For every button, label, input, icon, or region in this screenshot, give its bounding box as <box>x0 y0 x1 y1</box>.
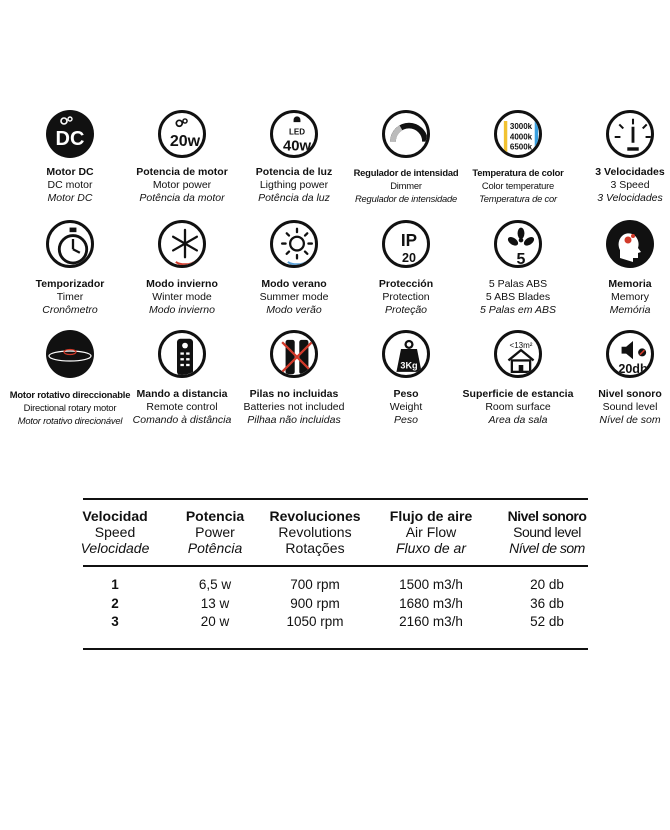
dc-badge: DC <box>55 128 85 150</box>
feature-label-pt: Proteção <box>384 304 428 316</box>
feature-label-en: Color temperature <box>481 180 555 191</box>
feature-label-en: Protection <box>382 291 430 303</box>
header-es: Nivel sonoro <box>507 508 587 524</box>
snowflake-icon <box>158 220 206 268</box>
feature-label-en: Room surface <box>485 401 551 413</box>
room-badge: <13m² <box>509 340 533 350</box>
feature-label-pt: Nível de som <box>599 414 661 426</box>
cell-airflow: 1680 m3/h <box>399 596 463 611</box>
weight-icon <box>382 330 430 378</box>
cell-revolutions: 1050 rpm <box>286 614 344 629</box>
feature-label-es: Motor rotativo direccionable <box>9 389 131 400</box>
dc-motor-icon <box>46 110 94 158</box>
svg-text:6500k: 6500k <box>509 142 533 152</box>
table-bottom-rule <box>83 648 588 650</box>
color-temperature-icon <box>494 110 542 158</box>
feature-label-es: Nivel sonoro <box>598 388 662 400</box>
feature-label-pt: Temperatura de cor <box>479 193 557 204</box>
stopwatch-icon <box>46 220 94 268</box>
cell-sound: 20 db <box>530 577 564 592</box>
feature-label-pt: 5 Palas em ABS <box>479 304 557 316</box>
header-pt: Rotações <box>285 540 345 556</box>
feature-label-es: Modo invierno <box>146 278 218 290</box>
cell-power: 13 w <box>200 596 230 611</box>
feature-label-en: Remote control <box>146 401 218 413</box>
feature-label-en: Weight <box>389 401 423 413</box>
feature-label-pt: Potência da luz <box>258 192 330 204</box>
feature-label-pt: Cronômetro <box>42 304 98 316</box>
speedometer-icon <box>606 110 654 158</box>
feature-label-pt: Memória <box>609 304 651 316</box>
cell-sound: 52 db <box>530 614 564 629</box>
header-es: Potencia <box>185 508 245 524</box>
svg-text:IP: IP <box>400 229 418 250</box>
svg-text:LED: LED <box>289 127 305 137</box>
header-en: Sound level <box>513 524 581 540</box>
feature-label-es: Peso <box>393 388 419 400</box>
header-es: Velocidad <box>82 508 148 524</box>
feature-label-pt: Regulador de intensidade <box>354 193 458 204</box>
feature-label-pt: Motor DC <box>47 192 93 204</box>
memory-head-icon <box>606 220 654 268</box>
table-header-power <box>172 508 258 556</box>
header-en: Revolutions <box>278 524 352 540</box>
cell-revolutions: 900 rpm <box>290 596 340 611</box>
feature-label-pt: Motor rotativo direcionável <box>17 415 123 426</box>
sound-level-icon <box>606 330 654 378</box>
cell-speed: 3 <box>111 614 119 629</box>
blades-badge: 5 <box>516 251 526 268</box>
header-en: Air Flow <box>405 524 457 540</box>
feature-label-es: Mando a distancia <box>136 388 228 400</box>
sun-icon <box>270 220 318 268</box>
sound-badge: 20db <box>618 362 648 376</box>
cell-revolutions: 700 rpm <box>290 577 340 592</box>
header-pt: Nível de som <box>509 540 585 556</box>
feature-label-es: Temporizador <box>35 278 105 290</box>
feature-label-es: Memoria <box>608 278 652 290</box>
feature-label-en: Summer mode <box>259 291 329 303</box>
feature-label-es: Superficie de estancia <box>462 388 574 400</box>
dimmer-icon <box>382 110 430 158</box>
batteries-not-included-icon <box>270 330 318 378</box>
cell-speed: 2 <box>111 596 119 611</box>
feature-label-en: Dimmer <box>390 180 422 191</box>
svg-text:40w: 40w <box>282 138 312 155</box>
feature-label-pt: Comando à distância <box>132 414 232 426</box>
cell-airflow: 2160 m3/h <box>399 614 463 629</box>
table-header-airflow <box>378 508 484 556</box>
feature-label-en: Directional rotary motor <box>23 402 117 413</box>
feature-label-pt: Modo verão <box>266 304 322 316</box>
rotary-motor-icon <box>46 330 94 378</box>
feature-label-en: Motor power <box>152 179 212 191</box>
feature-label-pt: Peso <box>394 414 418 426</box>
feature-label-pt: Pilhaa não incluidas <box>247 414 341 426</box>
feature-label-es: Temperatura de color <box>472 167 564 178</box>
feature-label-en: Sound level <box>602 401 658 413</box>
feature-label-en: Winter mode <box>152 291 212 303</box>
feature-label-pt: Area da sala <box>488 414 548 426</box>
header-en: Power <box>195 524 235 540</box>
table-header-sound <box>498 508 596 556</box>
motor-power-icon <box>158 110 206 158</box>
header-es: Flujo de aire <box>389 508 473 524</box>
weight-badge: 3Kg <box>400 360 418 371</box>
feature-label-es: Protección <box>378 278 434 290</box>
svg-text:20: 20 <box>402 250 416 265</box>
feature-label-pt: Potência da motor <box>139 192 225 204</box>
feature-label-en: 5 ABS Blades <box>485 291 551 303</box>
header-pt: Potência <box>187 540 243 556</box>
feature-label-es: Modo verano <box>261 278 327 290</box>
fan-blades-icon <box>494 220 542 268</box>
cell-sound: 36 db <box>530 596 564 611</box>
header-pt: Velocidade <box>80 540 150 556</box>
remote-control-icon <box>158 330 206 378</box>
room-surface-icon <box>494 330 542 378</box>
table-top-rule <box>83 498 588 500</box>
header-es: Revoluciones <box>269 508 361 524</box>
cell-airflow: 1500 m3/h <box>399 577 463 592</box>
table-header-rule <box>83 565 588 567</box>
feature-label-es: Motor DC <box>46 166 94 178</box>
feature-label-es: 5 Palas ABS <box>488 278 548 290</box>
svg-text:3000k: 3000k <box>509 122 533 131</box>
table-header-speed <box>75 508 155 556</box>
cell-power: 20 w <box>200 614 230 629</box>
ip20-icon <box>382 220 430 268</box>
feature-label-en: Memory <box>611 291 649 303</box>
feature-label-en: Timer <box>56 291 84 303</box>
header-en: Speed <box>94 524 136 540</box>
feature-label-es: Pilas no incluidas <box>249 388 339 400</box>
svg-text:4000k: 4000k <box>509 132 533 142</box>
cell-speed: 1 <box>111 577 119 592</box>
feature-label-en: Ligthing power <box>259 179 329 191</box>
feature-label-es: Potencia de motor <box>136 166 228 178</box>
feature-label-pt: Modo invierno <box>149 304 215 316</box>
feature-label-es: Potencia de luz <box>255 166 333 178</box>
feature-label-es: Regulador de intensidad <box>353 167 459 178</box>
feature-label-en: DC motor <box>47 179 93 191</box>
feature-label-pt: 3 Velocidades <box>597 192 663 204</box>
header-pt: Fluxo de ar <box>395 540 467 556</box>
light-power-icon <box>270 110 318 158</box>
table-header-revolutions <box>262 508 368 556</box>
feature-label-en: 3 Speed <box>610 179 650 191</box>
feature-label-en: Batteries not included <box>243 401 345 413</box>
cell-power: 6,5 w <box>198 577 232 592</box>
feature-label-es: 3 Velocidades <box>595 166 665 178</box>
power-badge: 20w <box>169 133 201 151</box>
